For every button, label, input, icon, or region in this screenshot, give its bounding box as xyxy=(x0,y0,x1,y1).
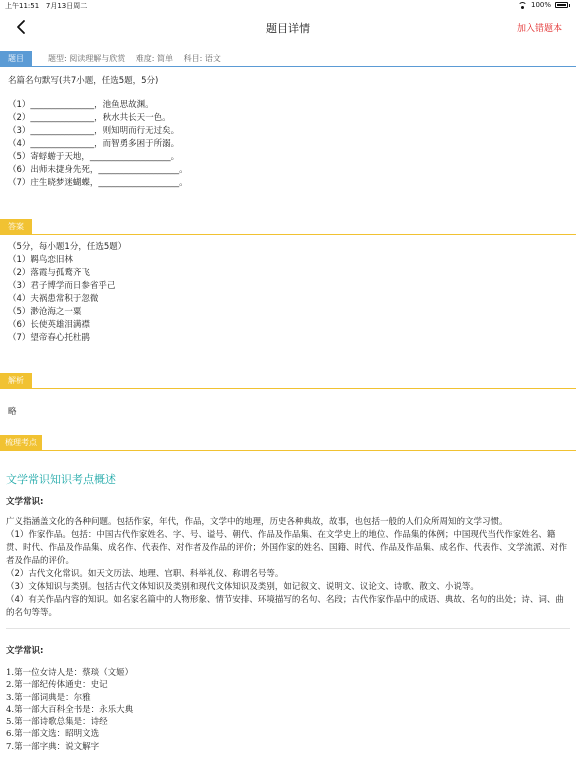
list-item: 3.第一部词典是：尔雅 xyxy=(6,692,91,703)
points-title: 文学常识知识考点概述 xyxy=(6,473,116,486)
question-item: （1）_______________，池鱼思故渊。 xyxy=(8,100,154,110)
points-paragraph: （4）有关作品内容的知识。如名家名篇中的人物形象、情节安排、环境描写的名句、名段；古代作家作品中的成语、典故、名句的出处；诗、词、曲的名句等等。 xyxy=(6,595,564,618)
list-item: 6.第一部文选：昭明文选 xyxy=(6,729,100,740)
nav-bar xyxy=(0,12,576,42)
wifi-icon xyxy=(518,2,527,9)
answer-line: （7）望帝春心托杜鹃 xyxy=(8,333,90,343)
status-time: 上午11:51 xyxy=(5,2,40,10)
points-paragraph: （3）文体知识与类别。包括古代文体知识及类别和现代文体知识及类别，如记叙文、说明文、议论文、诗歌、散文、小说等。 xyxy=(6,582,479,592)
divider xyxy=(6,628,570,629)
points-paragraph: 广义指涵盖文化的各种问题。包括作家，年代，作品，文学中的地理，历史各种典故，故事，也包括一般的人们众所周知的文学习惯。 xyxy=(6,517,508,527)
question-difficulty: 难度: 简单 xyxy=(135,54,174,63)
status-indicators xyxy=(518,1,570,9)
list-item: 5.第一部诗歌总集是：诗经 xyxy=(6,717,108,728)
battery-percent: 100% xyxy=(530,1,551,9)
answer-section-header xyxy=(0,219,576,235)
question-item: （2）_______________，秋水共长天一色。 xyxy=(8,113,171,123)
points-paragraph: （2）古代文化常识。如天文历法、地理、官职、科举礼仪、称谓名号等。 xyxy=(6,569,284,579)
question-item: （4）_______________，而智勇多困于所溺。 xyxy=(8,139,180,149)
points-list xyxy=(6,667,133,753)
answer-line: （5分，每小题1分，任选5题） xyxy=(8,242,127,252)
list-item: 2.第一部纪传体通史：史记 xyxy=(6,680,108,691)
answer-lines xyxy=(8,241,126,345)
battery-nub xyxy=(569,4,570,7)
points-paragraph: （1）作家作品。包括：中国古代作家姓名、字、号、谥号、朝代、作品及作品集、在文学史上的地位、作品集的体例；中国现代当代作家姓名、籍贯、时代、作品及作品集、成名作、代表作、对作者及作品的评价；外国作家的姓名、国籍、时代、作品及作品集、成名作、代表作、文学流派、对作者及作品的评价。 xyxy=(6,530,568,566)
list-item: 1.第一位女诗人是：蔡琰（文姬） xyxy=(6,668,134,678)
list-item: 4.第一部大百科全书是：永乐大典 xyxy=(6,704,134,715)
analysis-text: 略 xyxy=(8,407,17,417)
question-item: （5）寄蜉蝣于天地，___________________。 xyxy=(8,152,180,162)
page-title: 题目详情 xyxy=(266,22,310,35)
question-item: （7）庄生晓梦迷蝴蝶，___________________。 xyxy=(8,178,188,188)
question-item: （3）_______________，则知明而行无过矣。 xyxy=(8,126,180,136)
analysis-section-header xyxy=(0,373,576,389)
question-item: （6）出师未捷身先死，___________________。 xyxy=(8,165,188,175)
answer-line: （5）渺沧海之一粟 xyxy=(8,307,82,317)
battery-icon xyxy=(555,2,568,8)
list-item: 7.第一部字典：说文解字 xyxy=(6,741,100,752)
add-to-wrong-book-button[interactable]: 加入错题本 xyxy=(516,24,562,34)
answer-line: （2）落霞与孤鹜齐飞 xyxy=(8,268,90,278)
question-subject: 科目: 语文 xyxy=(183,54,221,63)
points-heading-2: 文学常识: xyxy=(6,646,44,656)
points-heading-1: 文学常识: xyxy=(6,497,44,507)
answer-tag: 答案 xyxy=(0,219,32,235)
status-date: 7月13日周二 xyxy=(45,2,88,10)
question-items xyxy=(8,99,188,190)
points-section-header xyxy=(0,435,576,451)
question-meta xyxy=(48,53,229,64)
question-tag: 题目 xyxy=(0,51,32,67)
question-type: 题型: 阅读理解与欣赏 xyxy=(48,54,126,63)
answer-line: （6）长使英雄泪满襟 xyxy=(8,320,90,330)
status-bar xyxy=(0,0,576,12)
points-paragraphs xyxy=(6,516,572,620)
status-time-date xyxy=(5,1,87,11)
answer-line: （3）君子博学而日参省乎己 xyxy=(8,281,116,291)
answer-line: （4）夫祸患常积于忽微 xyxy=(8,294,99,304)
question-stem: 名篇名句默写(共7小题，任选5题，5分) xyxy=(8,76,159,86)
question-section-header xyxy=(0,51,576,67)
points-tag: 梳理考点 xyxy=(0,435,42,451)
analysis-tag: 解析 xyxy=(0,373,32,389)
answer-line: （1）羁鸟恋旧林 xyxy=(8,255,73,265)
